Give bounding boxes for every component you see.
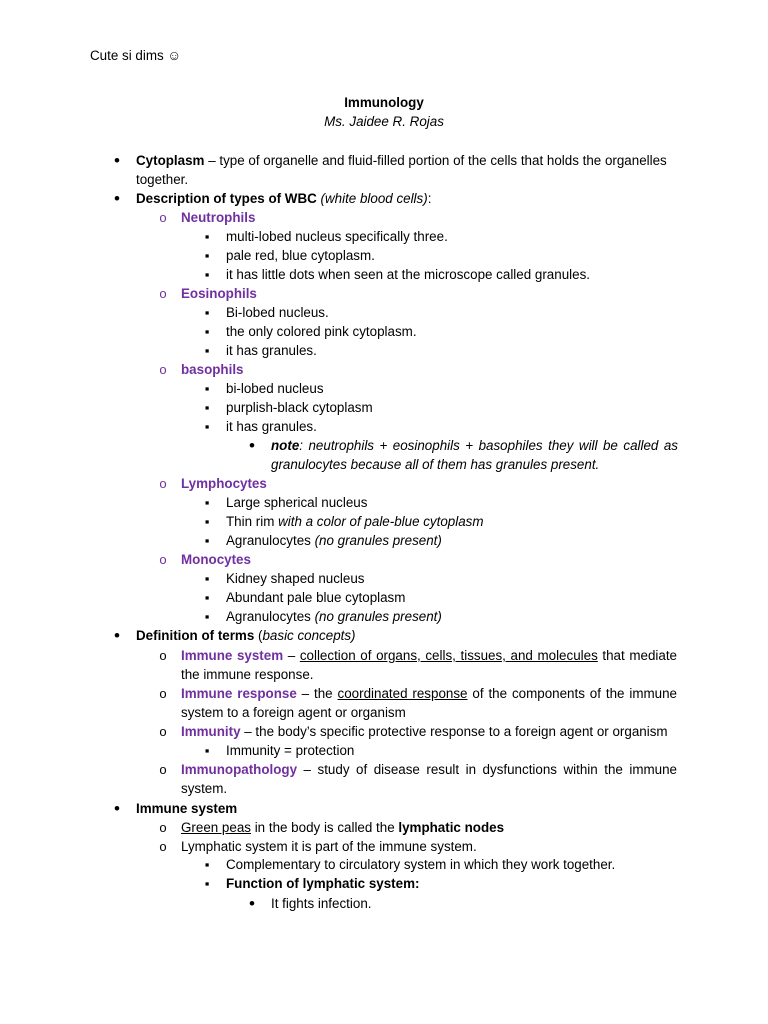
lymphocytes-heading: Lymphocytes	[181, 476, 267, 491]
bullet-disc	[110, 151, 124, 171]
definitions-heading: Definition of terms (basic concepts)	[136, 628, 356, 643]
bullet-square	[200, 265, 214, 284]
bullet-circle	[156, 760, 170, 779]
cytoplasm-line2: together.	[136, 172, 189, 187]
bullet-square	[200, 417, 214, 436]
list-item: Thin rim with a color of pale-blue cytoplasm	[226, 514, 484, 529]
eosinophils-heading: Eosinophils	[181, 286, 257, 301]
immune-system-def-line2: the immune response.	[181, 667, 314, 682]
bullet-circle	[156, 646, 170, 665]
list-item: the only colored pink cytoplasm.	[226, 324, 417, 339]
list-item: It fights infection.	[271, 896, 372, 911]
cytoplasm-definition: – type of organelle and fluid-filled portion of the cells that holds the organelles	[204, 153, 667, 168]
bullet-square	[200, 741, 214, 760]
bullet-square	[200, 569, 214, 588]
bullet-disc	[110, 626, 124, 646]
wbc-heading: Description of types of WBC (white blood cells):	[136, 191, 432, 206]
list-item: bi-lobed nucleus	[226, 381, 324, 396]
bullet-square	[200, 493, 214, 512]
immune-response-def-line1: Immune response – the coordinated response of the components of the immune	[181, 686, 677, 701]
list-item: Bi-lobed nucleus.	[226, 305, 329, 320]
basophils-heading: basophils	[181, 362, 244, 377]
bullet-disc	[245, 894, 259, 914]
bullet-circle	[156, 818, 170, 837]
immunopathology-def-line2: system.	[181, 781, 228, 796]
bullet-circle	[156, 684, 170, 703]
bullet-circle	[156, 550, 170, 569]
list-item: Large spherical nucleus	[226, 495, 368, 510]
bullet-square	[200, 855, 214, 874]
granulocyte-note-line2: granulocytes because all of them has granules present.	[271, 457, 600, 472]
immune-response-def-line2: system to a foreign agent or organism	[181, 705, 406, 720]
immune-system-def-line1: Immune system – collection of organs, cells, tissues, and molecules that mediate	[181, 648, 677, 663]
bullet-square	[200, 874, 214, 893]
monocytes-heading: Monocytes	[181, 552, 251, 567]
bullet-circle	[156, 722, 170, 741]
cytoplasm-line1	[136, 151, 667, 170]
lymphatic-part-line: Lymphatic system it is part of the immune system.	[181, 839, 477, 854]
bullet-disc	[245, 436, 259, 456]
bullet-square	[200, 322, 214, 341]
list-item: Complementary to circulatory system in which they work together.	[226, 857, 616, 872]
page-title: Immunology	[344, 95, 424, 110]
neutrophils-heading: Neutrophils	[181, 210, 256, 225]
header-note: Cute si dims ☺	[90, 48, 182, 63]
author: Ms. Jaidee R. Rojas	[324, 114, 444, 129]
list-item: Immunity = protection	[226, 743, 355, 758]
list-item: multi-lobed nucleus specifically three.	[226, 229, 448, 244]
bullet-square	[200, 379, 214, 398]
list-item: Abundant pale blue cytoplasm	[226, 590, 406, 605]
list-item: purplish-black cytoplasm	[226, 400, 373, 415]
bullet-square	[200, 531, 214, 550]
list-item: it has little dots when seen at the microscope called granules.	[226, 267, 590, 282]
list-item: Kidney shaped nucleus	[226, 571, 365, 586]
list-item: Agranulocytes (no granules present)	[226, 533, 442, 548]
green-peas-line: Green peas in the body is called the lymphatic nodes	[181, 820, 505, 835]
bullet-square	[200, 246, 214, 265]
cytoplasm-term: Cytoplasm	[136, 153, 205, 168]
bullet-circle	[156, 360, 170, 379]
bullet-square	[200, 227, 214, 246]
immunopathology-def-line1: Immunopathology – study of disease result in dysfunctions within the immune	[181, 762, 677, 777]
bullet-square	[200, 607, 214, 626]
bullet-square	[200, 588, 214, 607]
list-item: pale red, blue cytoplasm.	[226, 248, 375, 263]
bullet-square	[200, 398, 214, 417]
bullet-circle	[156, 474, 170, 493]
bullet-disc	[110, 799, 124, 819]
bullet-square	[200, 341, 214, 360]
immune-system-heading: Immune system	[136, 801, 238, 816]
list-item: it has granules.	[226, 419, 317, 434]
bullet-square	[200, 303, 214, 322]
list-item: it has granules.	[226, 343, 317, 358]
function-heading: Function of lymphatic system:	[226, 876, 420, 891]
bullet-circle	[156, 208, 170, 227]
list-item: Agranulocytes (no granules present)	[226, 609, 442, 624]
bullet-square	[200, 512, 214, 531]
bullet-disc	[110, 189, 124, 209]
immunity-def: Immunity – the body’s specific protective response to a foreign agent or organism	[181, 724, 668, 739]
bullet-circle	[156, 284, 170, 303]
bullet-circle	[156, 837, 170, 856]
granulocyte-note-line1: note: neutrophils + eosinophils + basophiles they will be called as	[271, 438, 678, 453]
